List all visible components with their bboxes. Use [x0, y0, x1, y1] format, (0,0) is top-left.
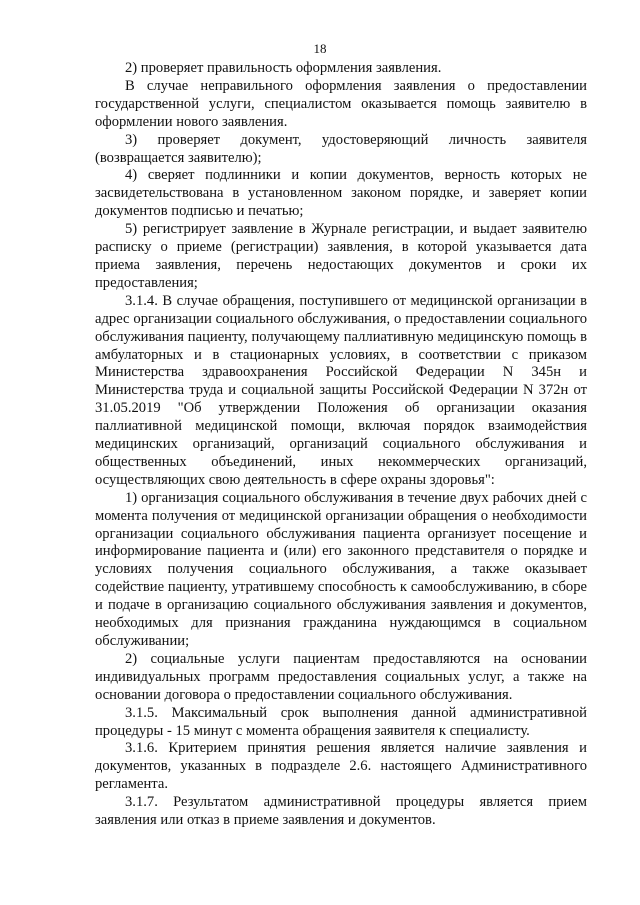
- paragraph: 3) проверяет документ, удостоверяющий личность заявителя (возвращается заявителю);: [95, 131, 587, 166]
- paragraph: В случае неправильного оформления заявления о предоставлении государственной услуги, специалистом оказывается помощь заявителю в оформлении нового заявления.: [95, 77, 587, 130]
- paragraph: 3.1.4. В случае обращения, поступившего от медицинской организации в адрес организации социального обслуживания, о предоставлении социального обслуживания пациенту, получающему паллиативную медицинскую помощь в амбулаторных и в стационарных условиях, в соответствии с приказом Министерства здравоохранения Российской Федерации N 345н и Министерства труда и социальной защиты Российской Федерации N 372н от 31.05.2019 "Об утверждении Положения об организации оказания паллиативной медицинской помощи, включая порядок взаимодействия медицинских организаций, организаций социального обслуживания и общественных объединений, иных некоммерческих организаций, осуществляющих свою деятельность в сфере охраны здоровья":: [95, 292, 587, 488]
- paragraph: 3.1.6. Критерием принятия решения является наличие заявления и документов, указанных в подразделе 2.6. настоящего Административного регламента.: [95, 740, 587, 793]
- paragraph: 3.1.7. Результатом административной процедуры является прием заявления или отказ в приеме заявления и документов.: [95, 794, 587, 829]
- paragraph: 1) организация социального обслуживания в течение двух рабочих дней с момента получения от медицинской организации обращения о необходимости организации социального обслуживания пациента организует посещение и информирование пациента и (или) его законного представителя о порядке и условиях получения социального обслуживания, а также оказывает содействие пациенту, утратившему способность к самообслуживанию, в сборе и подаче в организацию социального обслуживания заявления и документов, необходимых для признания гражданина нуждающимся в социальном обслуживании;: [95, 489, 587, 649]
- paragraph: 4) сверяет подлинники и копии документов, верность которых не засвидетельствована в установленном законом порядке, и заверяет копии документов подписью и печатью;: [95, 167, 587, 220]
- paragraph: 2) проверяет правильность оформления заявления.: [125, 60, 442, 76]
- document-body: [95, 60, 587, 830]
- paragraph: 5) регистрирует заявление в Журнале регистрации, и выдает заявителю расписку о приеме (регистрации) заявления, в которой указывается дата приема заявления, перечень недостающих документов и сроки их предоставления;: [95, 221, 587, 291]
- page-number: 18: [313, 41, 327, 56]
- paragraph: 2) социальные услуги пациентам предоставляются на основании индивидуальных программ предоставления социальных услуг, а также на основании договора о предоставлении социального обслуживания.: [95, 650, 587, 703]
- paragraph: 3.1.5. Максимальный срок выполнения данной административной процедуры - 15 минут с момента обращения заявителя к специалисту.: [95, 704, 587, 739]
